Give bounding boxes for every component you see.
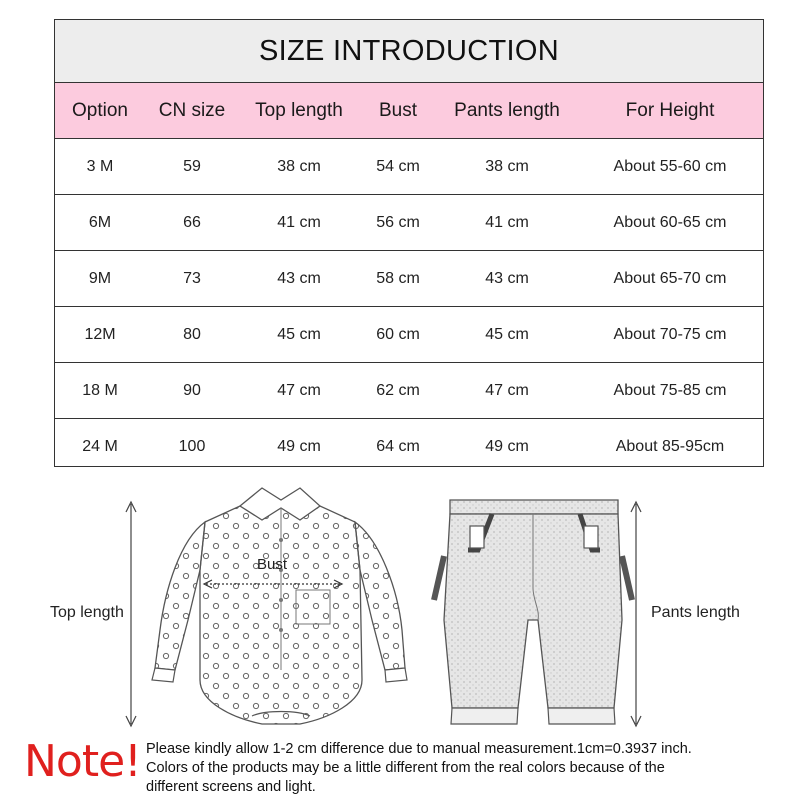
cell-bust: 64 cm [376, 438, 420, 455]
table-title: SIZE INTRODUCTION [55, 20, 763, 83]
cell-pants-length: 47 cm [485, 381, 529, 399]
cell-pants-length: 41 cm [485, 213, 529, 231]
cell-cn-size: 59 [183, 157, 201, 175]
header-for-height: For Height [625, 99, 715, 121]
cell-pants-length: 49 cm [485, 438, 529, 455]
cell-top-length: 45 cm [277, 325, 321, 343]
cell-bust: 62 cm [376, 381, 420, 399]
cell-top-length: 38 cm [277, 157, 321, 175]
cell-pants-length: 38 cm [485, 157, 529, 175]
note-mark: Note! [24, 736, 141, 787]
cell-for-height: About 70-75 cm [613, 325, 727, 343]
pants-sketch [434, 500, 632, 724]
table-row [55, 195, 763, 251]
table-row [55, 419, 763, 475]
cell-cn-size: 100 [178, 438, 206, 455]
note-section [24, 738, 784, 798]
note-line-1: Please kindly allow 1-2 cm difference due to manual measurement.1cm=0.3937 inch. [146, 741, 692, 757]
cell-pants-length: 45 cm [485, 325, 529, 343]
note-line-3: different screens and light. [146, 779, 316, 795]
cell-cn-size: 80 [183, 325, 201, 343]
table-row [55, 307, 763, 363]
header-top-length: Top length [255, 99, 343, 121]
note-line-2: Colors of the products may be a little different from the real colors because of the [146, 760, 665, 776]
table-row [55, 363, 763, 419]
pants-length-label: Pants length [651, 604, 740, 621]
note-text [146, 740, 786, 797]
cell-bust: 60 cm [376, 325, 420, 343]
bust-label: Bust [257, 556, 288, 573]
header-bust: Bust [378, 99, 418, 121]
cell-for-height: About 60-65 cm [613, 213, 727, 231]
cell-top-length: 47 cm [277, 381, 321, 399]
cell-top-length: 43 cm [277, 269, 321, 287]
cell-top-length: 41 cm [277, 213, 321, 231]
cell-top-length: 49 cm [277, 438, 321, 455]
cell-for-height: About 65-70 cm [613, 269, 727, 287]
header-cn-size: CN size [158, 99, 226, 121]
size-table [54, 19, 764, 467]
cell-option: 9M [88, 269, 112, 287]
bodysuit-sketch [152, 488, 407, 724]
cell-option: 24 M [82, 438, 118, 455]
cell-for-height: About 85-95cm [615, 438, 725, 455]
cell-option: 18 M [82, 381, 118, 399]
table-header-row [55, 83, 763, 139]
cell-bust: 56 cm [376, 213, 420, 231]
cell-for-height: About 75-85 cm [613, 381, 727, 399]
cell-cn-size: 90 [183, 381, 201, 399]
cell-cn-size: 66 [183, 213, 201, 231]
cell-option: 6M [88, 213, 112, 231]
cell-cn-size: 73 [183, 269, 201, 287]
top-length-label: Top length [50, 604, 124, 621]
header-option: Option [72, 99, 128, 121]
cell-bust: 54 cm [376, 157, 420, 175]
cell-for-height: About 55-60 cm [613, 157, 727, 175]
table-row [55, 139, 763, 195]
table-row [55, 251, 763, 307]
measurement-diagram [0, 470, 800, 740]
cell-pants-length: 43 cm [485, 269, 529, 287]
header-pants-length: Pants length [454, 99, 560, 121]
cell-bust: 58 cm [376, 269, 420, 287]
cell-option: 12M [84, 325, 116, 343]
cell-option: 3 M [86, 157, 114, 175]
